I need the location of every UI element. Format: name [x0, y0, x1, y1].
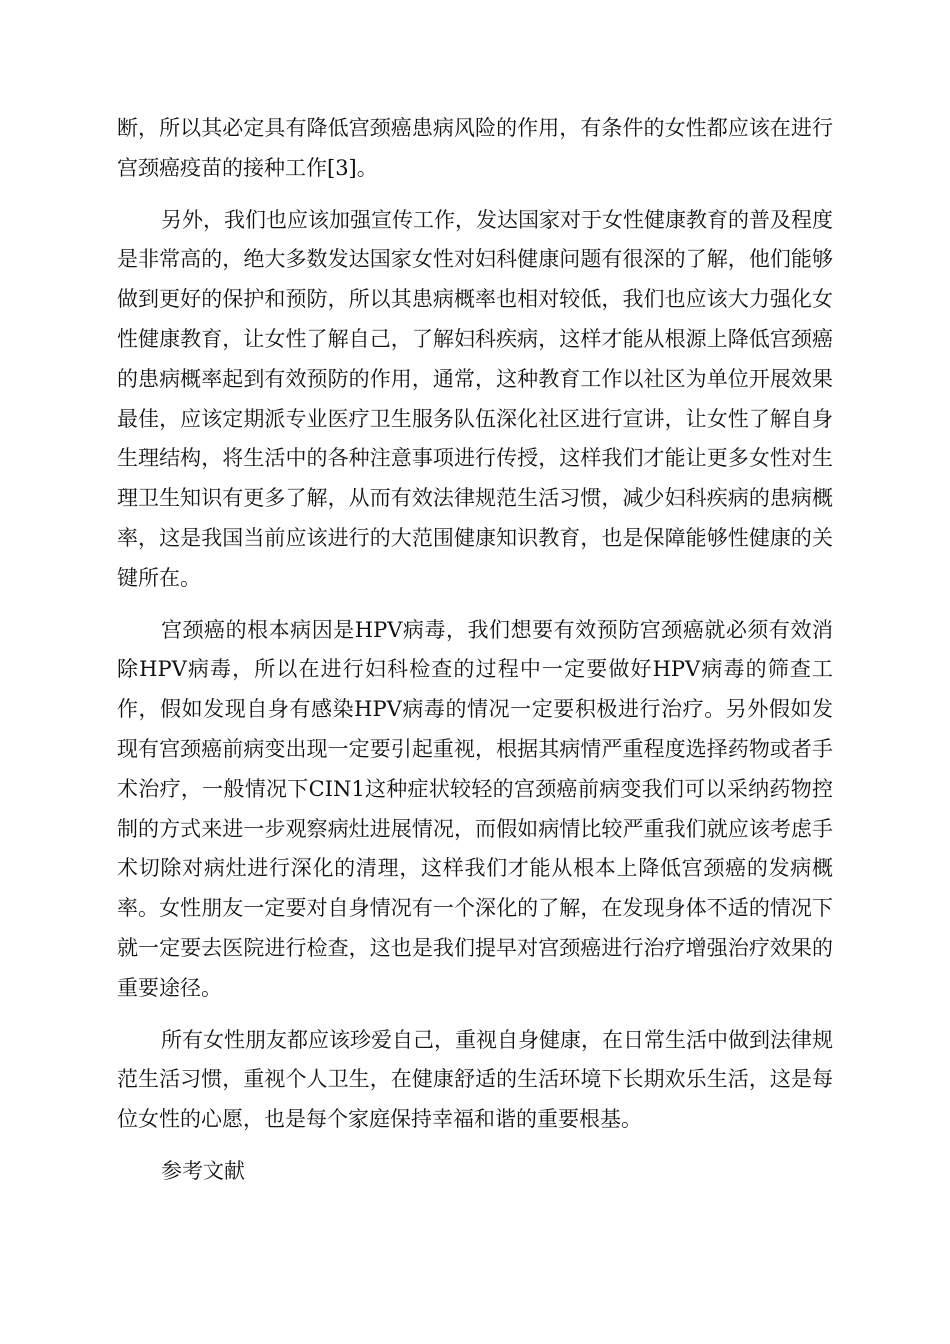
- paragraph-hpv-screening: 宫颈癌的根本病因是HPV病毒，我们想要有效预防宫颈癌就必须有效消除HPV病毒，所以在进行妇科检查的过程中一定要做好HPV病毒的筛查工作，假如发现自身有感染HPV病毒的情况一定要积极进行治疗。另外假如发现有宫颈癌前病变出现一定要引起重视，根据其病情严重程度选择药物或者手术治疗，一般情况下CIN1这种症状较轻的宫颈癌前病变我们可以采纳药物控制的方式来进一步观察病灶进展情况，而假如病情比较严重我们就应该考虑手术切除对病灶进行深化的清理，这样我们才能从根本上降低宫颈癌的发病概率。女性朋友一定要对自身情况有一个深化的了解，在发现身体不适的情况下就一定要去医院进行检查，这也是我们提早对宫颈癌进行治疗增强治疗效果的重要途径。: [117, 617, 833, 1000]
- paragraph-continued: 断，所以其必定具有降低宫颈癌患病风险的作用，有条件的女性都应该在进行宫颈癌疫苗的接种工作[3]。: [117, 116, 833, 180]
- references-heading: 参考文献: [161, 1158, 245, 1183]
- paragraph-health-education: 另外，我们也应该加强宣传工作，发达国家对于女性健康教育的普及程度是非常高的，绝大多数发达国家女性对妇科健康问题有很深的了解，他们能够做到更好的保护和预防，所以其患病概率也相对较低，我们也应该大力强化女性健康教育，让女性了解自己，了解妇科疾病，这样才能从根源上降低宫颈癌的患病概率起到有效预防的作用，通常，这种教育工作以社区为单位开展效果最佳，应该定期派专业医疗卫生服务队伍深化社区进行宣讲，让女性了解自身生理结构，将生活中的各种注意事项进行传授，这样我们才能让更多女性对生理卫生知识有更多了解，从而有效法律规范生活习惯，减少妇科疾病的患病概率，这是我国当前应该进行的大范围健康知识教育，也是保障能够性健康的关键所在。: [117, 207, 833, 590]
- document-page: [117, 109, 833, 1192]
- paragraph-conclusion: 所有女性朋友都应该珍爱自己，重视自身健康，在日常生活中做到法律规范生活习惯，重视个人卫生，在健康舒适的生活环境下长期欢乐生活，这是每位女性的心愿，也是每个家庭保持幸福和谐的重要根基。: [117, 1027, 833, 1132]
